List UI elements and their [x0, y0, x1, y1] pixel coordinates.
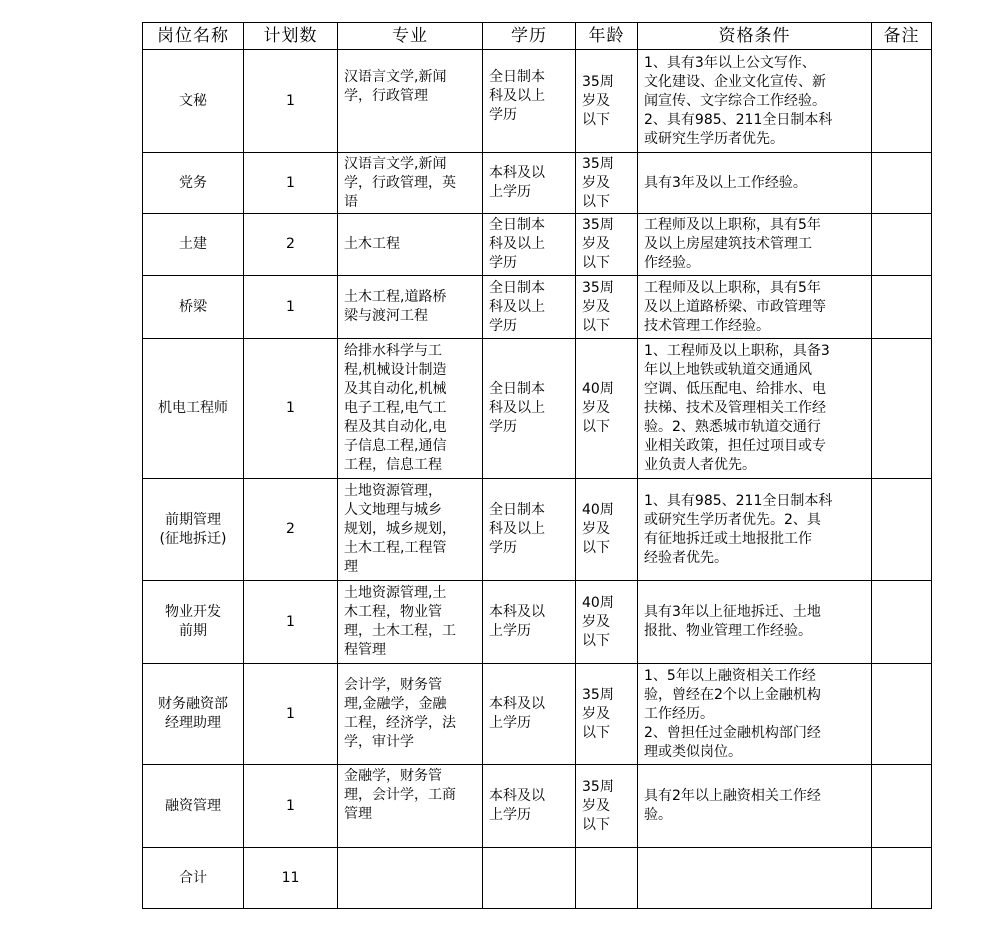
header-remarks: 备注: [872, 23, 932, 50]
qualification-cell: 1、具有3年以上公文写作、 文化建设、企业文化宣传、新 闻宣传、文字综合工作经验。 2、具有985、211全日制本科 或研究生学历者优先。: [638, 50, 872, 153]
table-row: [143, 664, 932, 765]
remarks-cell: [872, 153, 932, 214]
qualification-cell: 具有2年以上融资相关工作经 验。: [638, 765, 872, 848]
remarks-cell: [872, 339, 932, 479]
age-cell: 40周 岁及 以下: [576, 339, 638, 479]
age-cell: 35周 岁及 以下: [576, 765, 638, 848]
major-cell: 土木工程: [338, 214, 483, 276]
qualification-cell: 1、工程师及以上职称，具备3 年以上地铁或轨道交通通风 空调、低压配电、给排水、电 扶梯、技术及管理相关工作经 验。2、熟悉城市轨道交通行 业相关政策，担任过项目或专 业负责人者优先。: [638, 339, 872, 479]
major-cell: 汉语言文学,新闻 学，行政管理，英 语: [338, 153, 483, 214]
major-cell: 会计学，财务管 理,金融学，金融 工程，经济学，法 学，审计学: [338, 664, 483, 765]
total-row: [143, 848, 932, 909]
header-qualification: 资格条件: [638, 23, 872, 50]
header-education: 学历: [483, 23, 576, 50]
header-plan-count: 计划数: [244, 23, 338, 50]
education-cell: 全日制本 科及以上 学历: [483, 339, 576, 479]
qualification-cell: 工程师及以上职称，具有5年 及以上道路桥梁、市政管理等 技术管理工作经验。: [638, 276, 872, 339]
education-cell: 全日制本 科及以上 学历: [483, 276, 576, 339]
plan-count: 1: [244, 276, 338, 339]
plan-count: 1: [244, 153, 338, 214]
plan-count: 1: [244, 664, 338, 765]
qualification-cell: 具有3年以上征地拆迁、土地 报批、物业管理工作经验。: [638, 581, 872, 664]
position-name: 融资管理: [143, 765, 244, 848]
plan-count: 1: [244, 581, 338, 664]
qualification-cell: 1、具有985、211全日制本科 或研究生学历者优先。2、具 有征地拆迁或土地报批工作 经验者优先。: [638, 479, 872, 581]
position-name: 党务: [143, 153, 244, 214]
total-label: 合计: [143, 848, 244, 909]
position-name: 前期管理 (征地拆迁): [143, 479, 244, 581]
major-cell: 给排水科学与工 程,机械设计制造 及其自动化,机械 电子工程,电气工 程及其自动化,电 子信息工程,通信 工程，信息工程: [338, 339, 483, 479]
empty-cell: [576, 848, 638, 909]
header-major: 专业: [338, 23, 483, 50]
empty-cell: [483, 848, 576, 909]
remarks-cell: [872, 50, 932, 153]
header-position-name: 岗位名称: [143, 23, 244, 50]
age-cell: 35周 岁及 以下: [576, 50, 638, 153]
remarks-cell: [872, 214, 932, 276]
table-row: [143, 339, 932, 479]
qualification-cell: 具有3年及以上工作经验。: [638, 153, 872, 214]
table-row: [143, 276, 932, 339]
education-cell: 本科及以 上学历: [483, 765, 576, 848]
plan-count: 1: [244, 50, 338, 153]
table-row: [143, 581, 932, 664]
position-name: 土建: [143, 214, 244, 276]
empty-cell: [638, 848, 872, 909]
table-row: [143, 765, 932, 848]
position-name: 机电工程师: [143, 339, 244, 479]
remarks-cell: [872, 581, 932, 664]
total-count: 11: [244, 848, 338, 909]
education-cell: 本科及以 上学历: [483, 153, 576, 214]
major-cell: 金融学，财务管 理，会计学，工商 管理: [338, 765, 483, 848]
age-cell: 35周 岁及 以下: [576, 214, 638, 276]
remarks-cell: [872, 664, 932, 765]
major-cell: 土地资源管理， 人文地理与城乡 规划，城乡规划， 土木工程,工程管 理: [338, 479, 483, 581]
table-row: [143, 50, 932, 153]
position-name: 物业开发 前期: [143, 581, 244, 664]
age-cell: 35周 岁及 以下: [576, 664, 638, 765]
education-cell: 全日制本 科及以上 学历: [483, 479, 576, 581]
major-cell: 土木工程,道路桥 梁与渡河工程: [338, 276, 483, 339]
header-age: 年龄: [576, 23, 638, 50]
remarks-cell: [872, 765, 932, 848]
age-cell: 35周 岁及 以下: [576, 153, 638, 214]
plan-count: 1: [244, 339, 338, 479]
remarks-cell: [872, 276, 932, 339]
table-row: [143, 214, 932, 276]
plan-count: 2: [244, 479, 338, 581]
age-cell: 35周 岁及 以下: [576, 276, 638, 339]
remarks-cell: [872, 479, 932, 581]
position-name: 桥梁: [143, 276, 244, 339]
education-cell: 全日制本 科及以上 学历: [483, 214, 576, 276]
education-cell: 本科及以 上学历: [483, 664, 576, 765]
empty-cell: [872, 848, 932, 909]
table-row: [143, 153, 932, 214]
education-cell: 全日制本 科及以上 学历: [483, 50, 576, 153]
header-row: [143, 23, 932, 50]
recruitment-table: [142, 22, 932, 909]
position-name: 文秘: [143, 50, 244, 153]
major-cell: 土地资源管理,土 木工程，物业管 理，土木工程，工 程管理: [338, 581, 483, 664]
plan-count: 1: [244, 765, 338, 848]
age-cell: 40周 岁及 以下: [576, 581, 638, 664]
major-cell: 汉语言文学,新闻 学，行政管理: [338, 50, 483, 153]
plan-count: 2: [244, 214, 338, 276]
empty-cell: [338, 848, 483, 909]
qualification-cell: 1、5年以上融资相关工作经 验，曾经在2个以上金融机构 工作经历。 2、曾担任过金融机构部门经 理或类似岗位。: [638, 664, 872, 765]
qualification-cell: 工程师及以上职称，具有5年 及以上房屋建筑技术管理工 作经验。: [638, 214, 872, 276]
age-cell: 40周 岁及 以下: [576, 479, 638, 581]
position-name: 财务融资部 经理助理: [143, 664, 244, 765]
table-row: [143, 479, 932, 581]
education-cell: 本科及以 上学历: [483, 581, 576, 664]
